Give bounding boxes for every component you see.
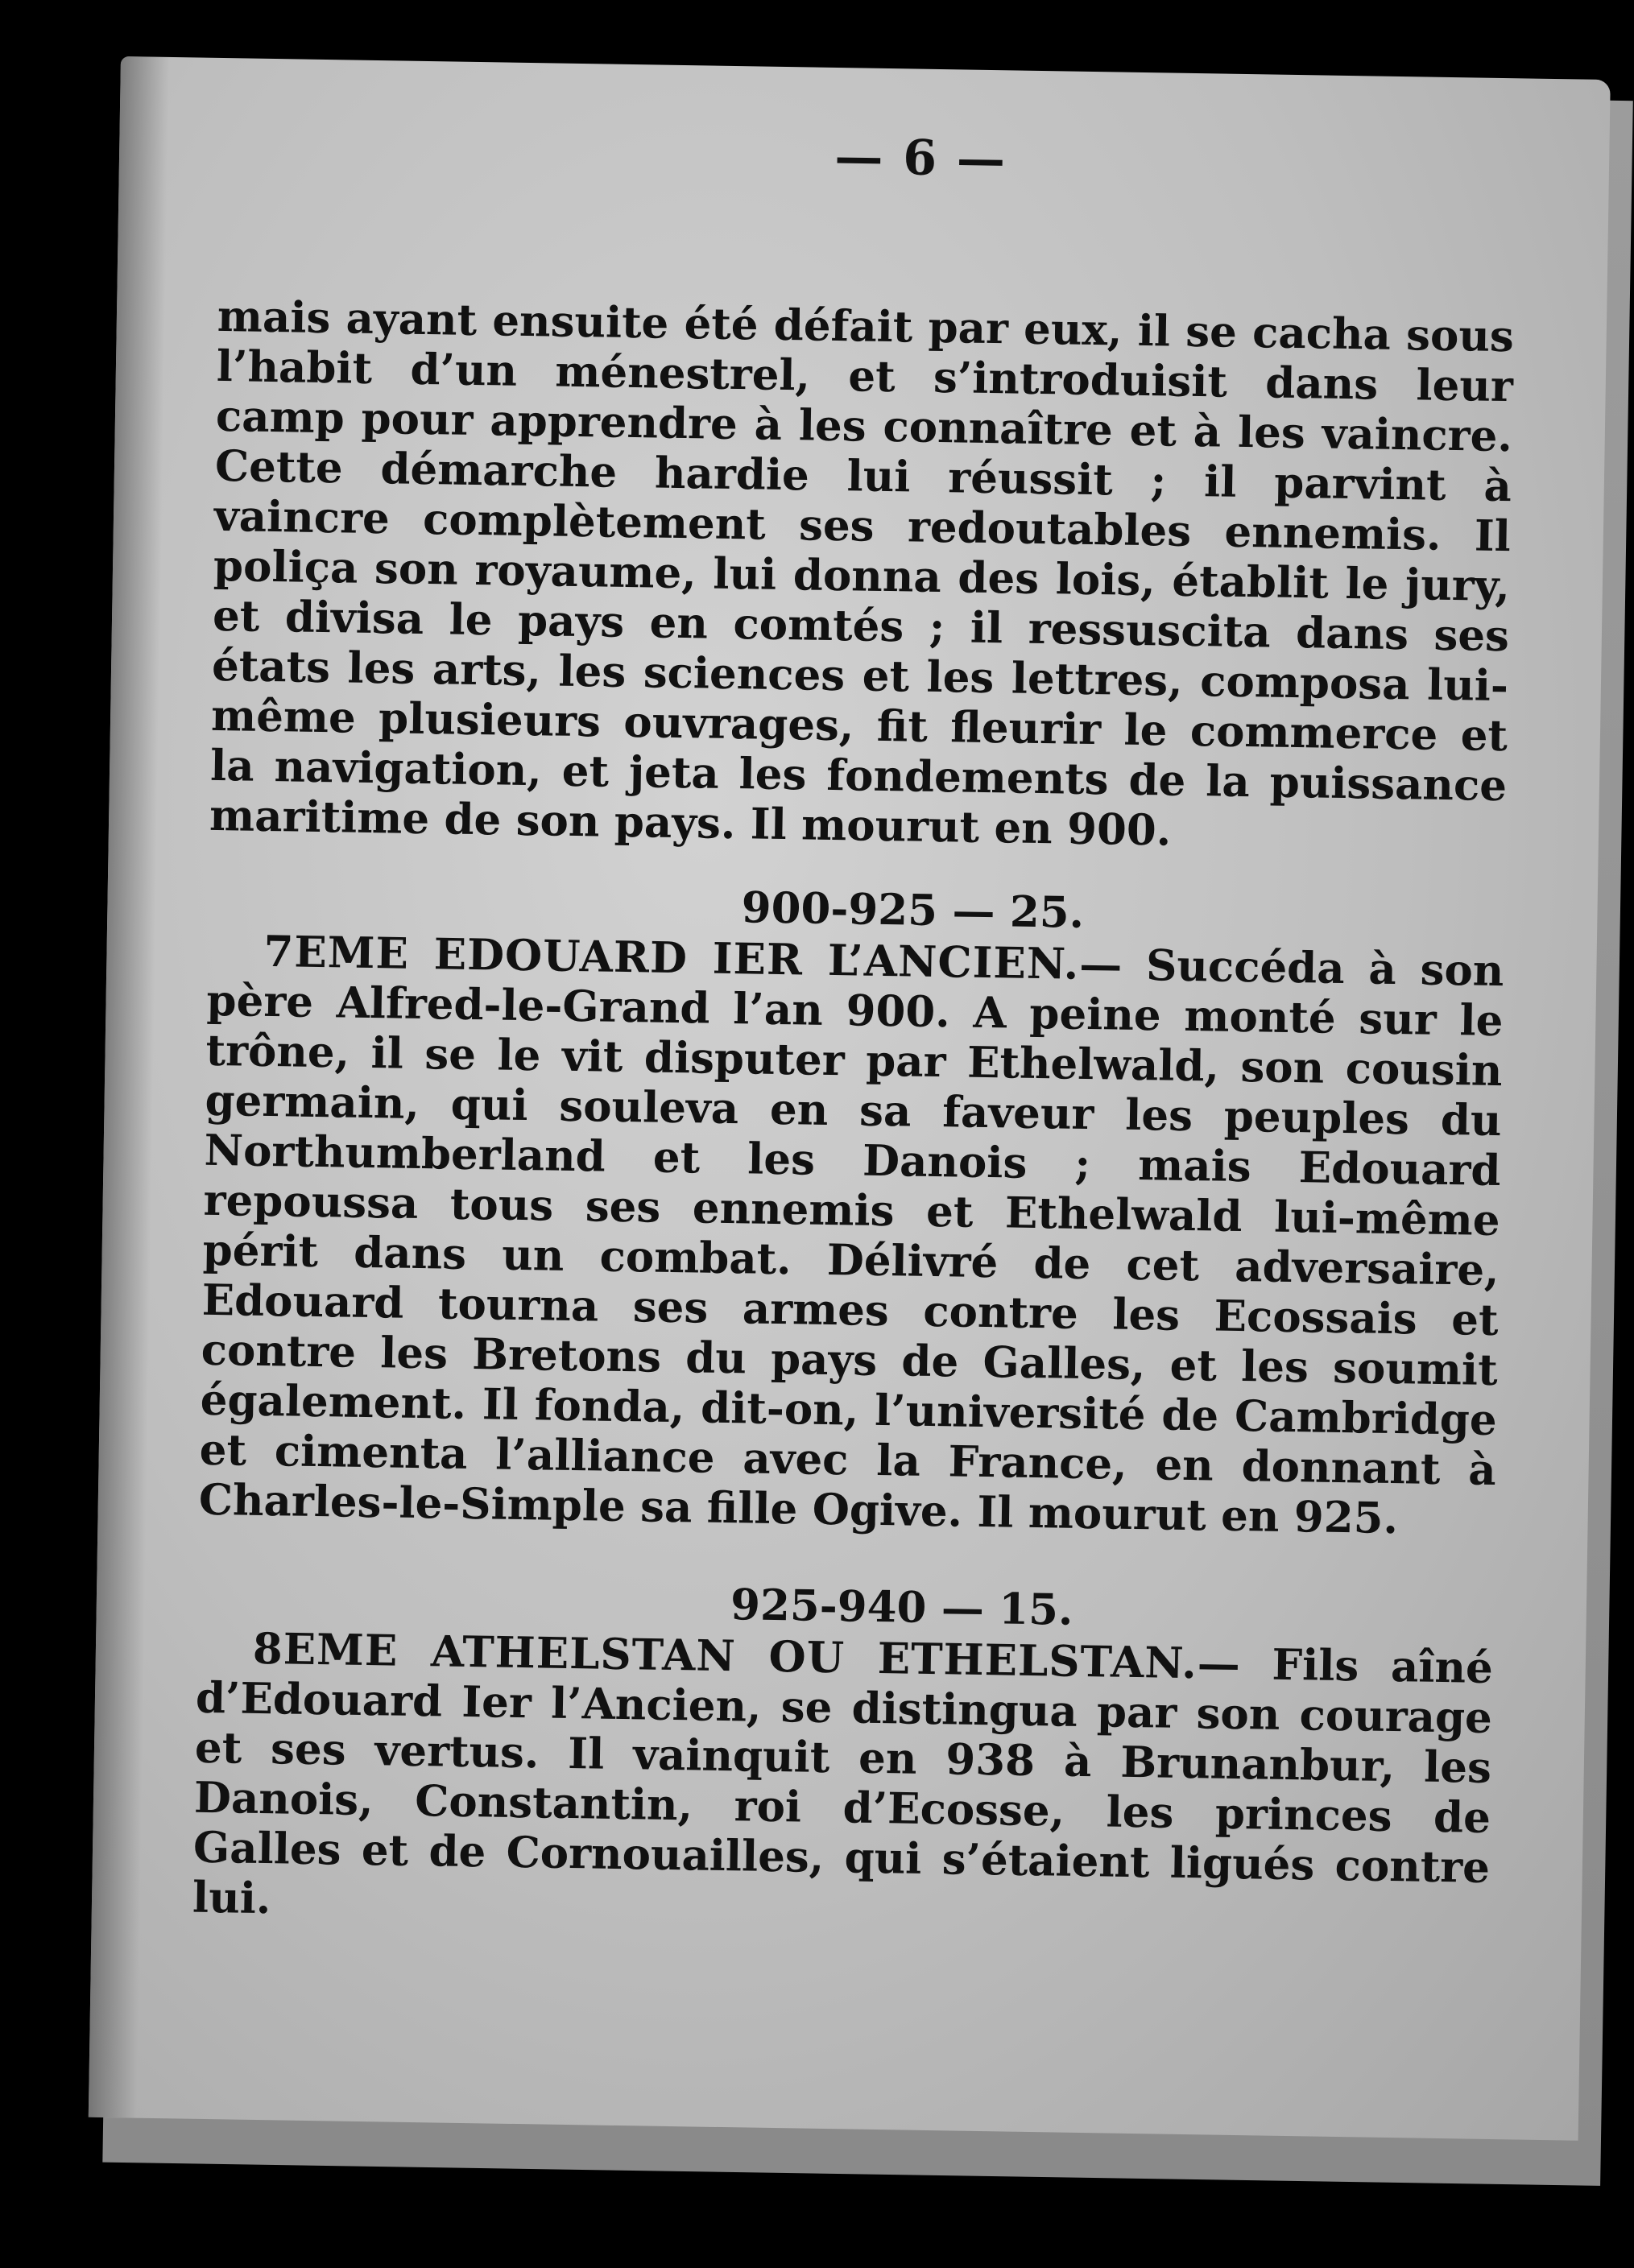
reign-dates-athelstan: 925-940 — 15. <box>730 1580 1074 1635</box>
entry-text-edouard: — Succéda à son père Alfred-le-Grand l’an 900. A peine monté sur le trône, il se le vit disputer par Ethelwald, son cousin germain, qui souleva en sa faveur les peuples du Northumberland et les Danois ; mais Edouard repoussa tous ses ennemis et Ethelwald lui-même périt dans un combat. Délivré de cet adversaire, Edouard tourna ses armes contre les Ecossais et contre les Bretons du pays de Galles, et les soumit également. Il fonda, dit-on, l’université de Cambridge et cimenta l’alliance avec la France, en donnant à Charles-le-Simple sa fille Ogive. Il mourut en 925. <box>198 939 1504 1544</box>
continuation-paragraph: mais ayant ensuite été défait par eux, il se cacha sous l’habit d’un ménestrel, et s’introduisit dans leur camp pour apprendre à les connaître et à les vaincre. Cette démarche hardie lui réussit ; il parvint à vaincre complètement ses redoutables ennemis. Il poliça son royaume, lui donna des lois, établit le jury, et divisa le pays en comtés ; il ressuscita dans ses états les arts, les sciences et les lettres, composa lui-même plusieurs ouvrages, fit fleurir le commerce et la navigation, et jeta les fondements de la puissance maritime de son pays. Il mourut en 900. <box>209 291 1515 856</box>
entry-text-athelstan: — Fils aîné d’Edouard Ier l’Ancien, se distingua par son courage et ses vertus. Il vainquit en 938 à Brunanbur, les Danois, Constantin, roi d’Ecosse, les princes de Galles et de Cornouailles, qui s’étaient ligués contre lui. <box>192 1638 1494 1924</box>
page-binding-shadow <box>89 56 169 2118</box>
reign-dates-edouard: 900-925 — 25. <box>741 882 1085 938</box>
king-name-athelstan: 8EME ATHELSTAN OU ETHELSTAN. <box>252 1623 1198 1689</box>
entry-edouard <box>198 926 1504 1545</box>
page-number: — 6 — <box>834 128 1007 188</box>
book-page <box>89 56 1611 2141</box>
king-name-edouard: 7EME EDOUARD IER L’ANCIEN. <box>263 926 1080 989</box>
entry-athelstan <box>192 1623 1494 1943</box>
page-text <box>192 291 1515 1943</box>
